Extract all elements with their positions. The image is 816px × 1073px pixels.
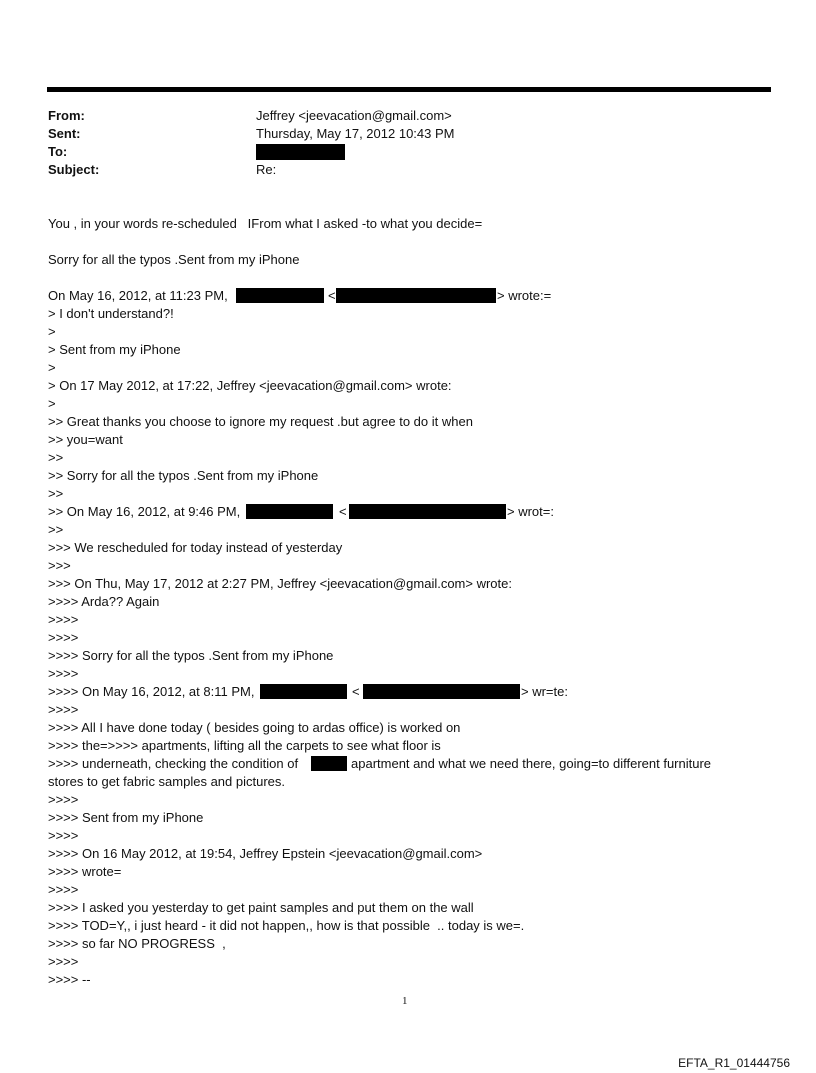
body-line: >>> We rescheduled for today instead of yesterday: [48, 540, 343, 555]
body-line: >> Great thanks you choose to ignore my request .but agree to do it when: [48, 414, 473, 429]
subject-label: Subject:: [48, 162, 100, 177]
page-number: 1: [402, 995, 408, 1007]
sender-email-redaction: [349, 504, 506, 519]
body-line: >>> On Thu, May 17, 2012 at 2:27 PM, Jeffrey <jeevacation@gmail.com> wrote:: [48, 576, 512, 591]
subject-value: Re:: [256, 162, 277, 177]
sender-email-redaction: [336, 288, 496, 303]
body-line: > Sent from my iPhone: [48, 342, 181, 357]
sender-name-redaction: [236, 288, 324, 303]
quote-header-tail: > wrot=:: [507, 504, 554, 519]
body-line: >>>>: [48, 702, 79, 717]
body-line-start: >>>> underneath, checking the condition of: [48, 756, 299, 771]
body-line: >>>: [48, 558, 71, 573]
body-line: >: [48, 324, 56, 339]
body-line: >>>>: [48, 954, 79, 969]
body-line: >: [48, 360, 56, 375]
body-line: You , in your words re-scheduled IFrom what I asked -to what you decide=: [48, 216, 483, 231]
sender-name-redaction: [260, 684, 347, 699]
sent-value: Thursday, May 17, 2012 10:43 PM: [256, 126, 455, 141]
to-label: To:: [48, 144, 68, 159]
body-line: >>: [48, 486, 64, 501]
body-line: >>>>: [48, 630, 79, 645]
body-line: >> Sorry for all the typos .Sent from my iPhone: [48, 468, 319, 483]
body-line-end: apartment and what we need there, going=to different furniture: [351, 756, 712, 771]
body-line: >>>>: [48, 828, 79, 843]
body-line: >>>>: [48, 792, 79, 807]
body-line: >>>> TOD=Y,, i just heard - it did not happen,, how is that possible .. today is we=.: [48, 918, 525, 933]
from-label: From:: [48, 108, 85, 123]
body-line: >>>> so far NO PROGRESS ,: [48, 936, 226, 951]
header-rule: [47, 87, 771, 92]
quote-header-tail: > wr=te:: [521, 684, 568, 699]
sender-email-redaction: [363, 684, 520, 699]
body-line: >>: [48, 522, 64, 537]
body-line-with-redaction: [48, 755, 712, 773]
body-line: >>>> Arda?? Again: [48, 594, 160, 609]
quote-header-line: [48, 503, 554, 521]
body-line: >>>>: [48, 666, 79, 681]
angle-open: <: [339, 504, 347, 519]
name-redaction: [311, 756, 347, 771]
quote-header-tail: > wrote:=: [497, 288, 552, 303]
body-line: >>>> Sorry for all the typos .Sent from my iPhone: [48, 648, 334, 663]
body-line: >>>> the=>>>> apartments, lifting all the carpets to see what floor is: [48, 738, 441, 753]
body-line: >: [48, 396, 56, 411]
body-line: >>>> I asked you yesterday to get paint samples and put them on the wall: [48, 900, 474, 915]
quote-header-line: [48, 683, 568, 701]
body-line: >>>> --: [48, 972, 91, 987]
to-redaction: [256, 144, 345, 160]
sent-label: Sent:: [48, 126, 81, 141]
sender-name-redaction: [246, 504, 333, 519]
quote-header-text: >>>> On May 16, 2012, at 8:11 PM,: [48, 684, 255, 699]
body-line: >>>> wrote=: [48, 864, 122, 879]
body-line: >>>> All I have done today ( besides going to ardas office) is worked on: [48, 720, 461, 735]
body-line: >>>>: [48, 882, 79, 897]
body-line: >>>> On 16 May 2012, at 19:54, Jeffrey Epstein <jeevacation@gmail.com>: [48, 846, 483, 861]
body-line: Sorry for all the typos .Sent from my iPhone: [48, 252, 300, 267]
document-id: EFTA_R1_01444756: [678, 1056, 790, 1070]
quote-header-text: >> On May 16, 2012, at 9:46 PM,: [48, 504, 241, 519]
body-line: >> you=want: [48, 432, 123, 447]
angle-open: <: [328, 288, 336, 303]
quote-header-text: On May 16, 2012, at 11:23 PM,: [48, 288, 228, 303]
body-line: >>>>: [48, 612, 79, 627]
body-line: stores to get fabric samples and pictures.: [48, 774, 286, 789]
quote-header-line: [48, 287, 552, 305]
body-line: >>>> Sent from my iPhone: [48, 810, 204, 825]
body-line: > I don't understand?!: [48, 306, 174, 321]
angle-open: <: [352, 684, 360, 699]
from-value: Jeffrey <jeevacation@gmail.com>: [256, 108, 452, 123]
body-line: > On 17 May 2012, at 17:22, Jeffrey <jeevacation@gmail.com> wrote:: [48, 378, 452, 393]
body-line: >>: [48, 450, 64, 465]
